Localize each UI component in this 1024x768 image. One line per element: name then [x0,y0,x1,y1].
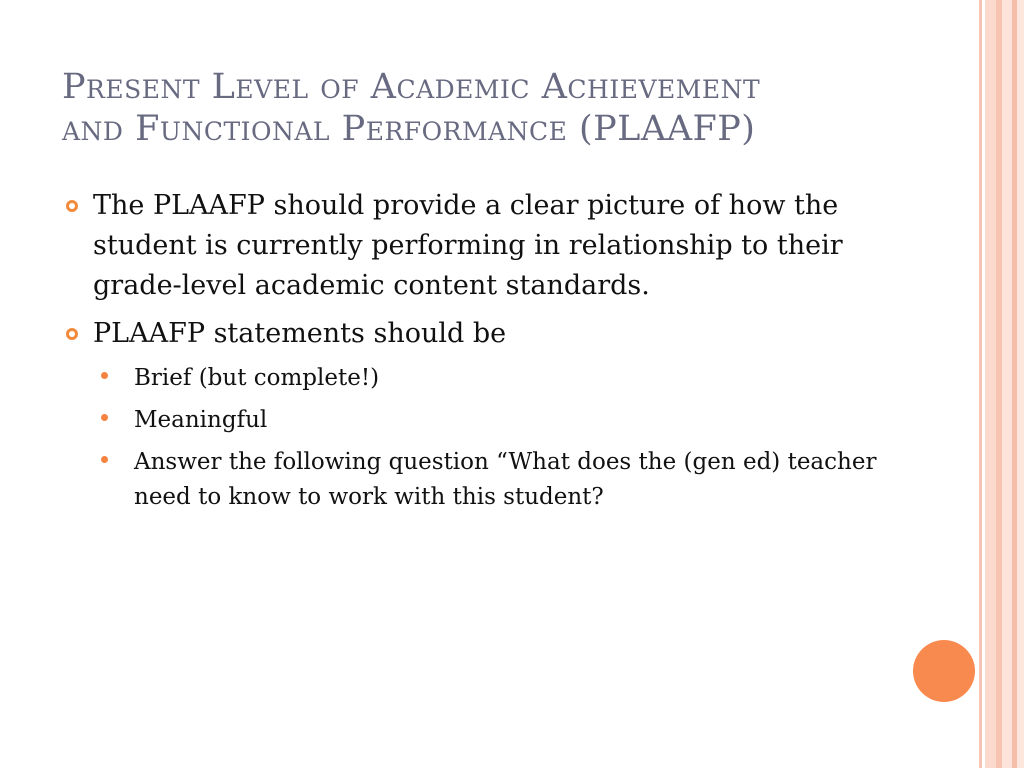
sub-bullet-text: Meaningful [134,407,268,433]
bullet-text: The PLAAFP should provide a clear picture of how the student is currently performing in relationship to their grade-level academic content standards. [93,190,843,301]
ring-bullet-icon [66,200,78,212]
title-line-1: Present Level of Academic Achievement [62,67,761,107]
sub-list-item [93,361,892,396]
sub-bullet-list [93,361,892,515]
ring-bullet-icon [66,328,78,340]
slide-title [62,66,942,150]
sub-bullet-text: Brief (but complete!) [134,365,380,391]
edge-stripe [1017,0,1024,768]
list-item [62,314,892,515]
title-line-2: and Functional Performance (PLAAFP) [62,109,756,149]
list-item [62,186,892,306]
dot-bullet-icon [101,456,108,463]
sub-bullet-text: Answer the following question “What does the (gen ed) teacher need to know to work with this student? [134,449,877,510]
edge-stripe [985,0,996,768]
sub-list-item [93,403,892,438]
edge-stripe [1002,0,1012,768]
bullet-list [62,186,892,515]
sub-list-item [93,445,892,515]
dot-bullet-icon [101,372,108,379]
edge-stripe [979,0,982,768]
dot-bullet-icon [101,414,108,421]
orange-circle-decoration [913,640,975,702]
bullet-text: PLAAFP statements should be [93,318,507,349]
